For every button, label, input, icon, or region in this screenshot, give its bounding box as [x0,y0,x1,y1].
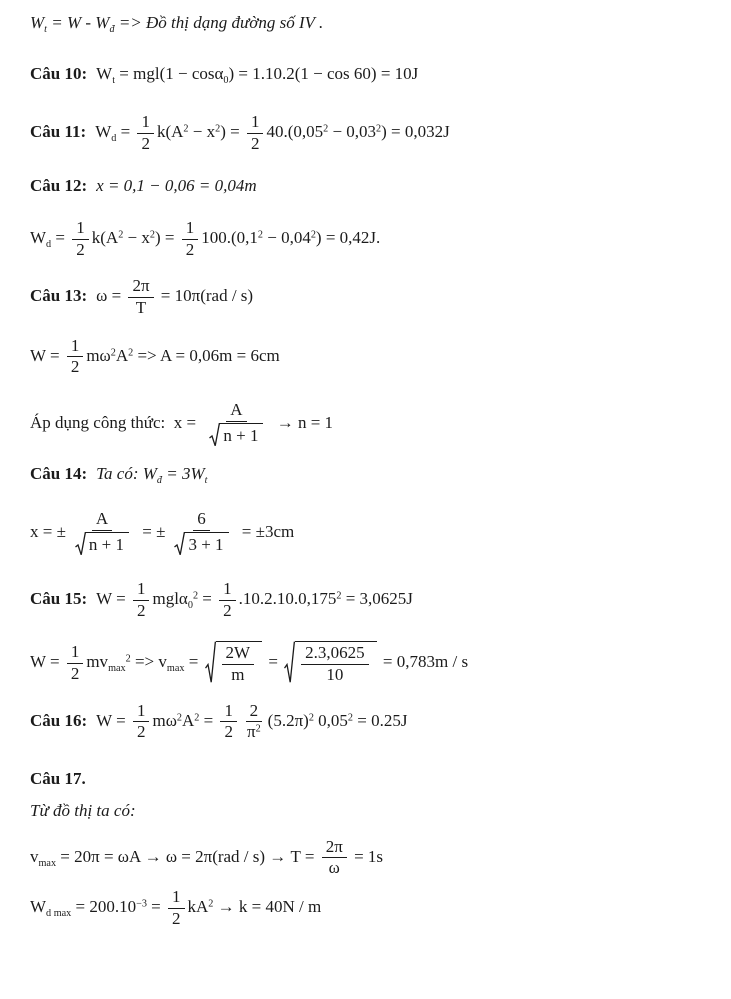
fraction [168,888,185,928]
cau-12 [30,175,703,196]
fraction [72,219,89,259]
subscript: max [108,662,126,674]
math-text: → n = 1 [272,412,334,432]
formula-content [96,176,257,195]
numerator [92,510,112,531]
math-text: A [115,345,129,365]
denominator [168,909,185,929]
cau-11 [30,113,703,153]
superscript: 2 [192,590,199,602]
math-text: => A = 0,06m = 6cm [133,345,280,365]
math-text: Áp dụng công thức: x = [30,412,201,432]
math-text: 2W [225,643,251,663]
math-text: W [95,122,112,142]
superscript: 2 [208,898,214,910]
fraction [133,702,150,742]
math-text: 2.3,0625 [305,643,365,663]
math-text: mω [152,710,177,730]
denominator [219,601,236,621]
subscript: max [166,662,185,674]
formula-content [30,887,322,928]
superscript: 2 [118,229,124,241]
math-text: 1 [185,217,195,237]
numerator [72,219,89,240]
math-text: 1 [223,579,232,598]
math-text: mglα [152,589,188,609]
square-root [209,423,263,447]
math-text: x = 0,1 − 0,06 = 0,04m [96,175,257,195]
math-text: 10 [326,665,344,685]
fraction [182,219,199,259]
fraction [67,643,84,683]
fraction [133,580,150,620]
superscript: 2 [125,653,131,665]
superscript: 2 [183,123,189,135]
math-text: 1 [224,700,233,720]
numerator [222,644,255,665]
ap-dung-cong-thuc [30,401,703,447]
superscript: −3 [136,898,147,910]
math-text: 2 [136,722,146,742]
math-text: k(A [91,227,119,247]
cau-17 [30,768,703,789]
subscript: d [46,238,52,250]
question-label: Câu 12: [30,175,88,195]
numerator [182,219,199,240]
numerator [128,277,153,298]
math-text: A [230,400,243,419]
math-text: = ±3cm [237,522,295,542]
math-text: .10.2.10.0,175 [238,589,337,609]
radicand [86,532,129,556]
math-text: => Đồ thị dạng đường số IV . [114,13,324,32]
superscript: 2 [176,712,182,724]
fraction [219,580,236,620]
numerator [226,401,246,422]
superscript: 2 [128,347,134,359]
math-text: − 0,03 [328,122,377,142]
math-text: ω [328,858,340,878]
cau-17-formula-1 [30,838,703,878]
fraction [67,337,84,377]
square-root [75,532,129,556]
math-text: W [30,227,47,247]
superscript: 2 [110,347,116,359]
math-text: 2 [249,700,259,720]
math-text: 2 [70,663,80,683]
math-text: = 20π = ωA → ω = 2π(rad / s) → T = [56,846,319,866]
cau-10 [30,63,703,88]
math-text: 2π [132,276,150,296]
numerator [219,580,236,601]
superscript: 2 [215,123,221,135]
math-text: 1 [136,579,146,598]
radicand [295,641,377,684]
math-text: W = [96,710,130,730]
math-text: ) = [154,227,179,247]
math-text: = [116,122,135,142]
superscript: 2 [347,712,353,724]
math-text: A [182,710,195,730]
superscript: 2 [257,229,263,241]
math-text: (5.2π) [267,710,309,730]
math-text: 1 [250,112,260,132]
math-text: − x [123,227,150,247]
math-text: W [96,63,113,83]
formula-content [30,801,136,820]
fraction [69,510,135,556]
cau-15-formula [30,641,703,684]
math-text: 2 [185,239,195,259]
subscript: 0 [187,599,193,611]
math-text: = [264,651,283,671]
superscript: 2 [194,712,200,724]
denominator [322,665,347,685]
math-text: = 1s [349,846,384,866]
formula-content [96,700,408,742]
denominator [72,240,89,260]
formula-content [96,63,419,86]
math-text: mv [86,651,109,671]
question-label: Câu 15: [30,589,88,609]
denominator [203,422,269,447]
superscript: 2 [310,229,316,241]
math-text: − x [188,122,216,142]
denominator [137,134,154,154]
cau-17-formula-2 [30,888,703,928]
denominator [168,531,234,556]
denominator [182,240,199,260]
formula-content [96,276,254,317]
denominator [133,722,150,742]
math-text: m [231,665,245,685]
math-text: ) = 0,032J [381,122,450,142]
denominator [133,601,150,621]
math-text: 2π [325,836,343,856]
math-text: = 200.10 [71,897,137,917]
radical-icon [209,423,220,447]
math-text: k(A [156,122,184,142]
math-text: W = [30,651,64,671]
math-text: kA [187,897,209,917]
denominator [132,298,150,318]
question-label: Câu 11: [30,122,87,142]
radical-icon [205,641,216,684]
math-text: − 0,04 [262,227,311,247]
math-text: 2 [141,133,150,153]
math-text: n + 1 [223,425,259,445]
subscript: max [38,857,57,869]
formula-content [95,112,450,153]
math-text: x = ± [30,522,66,542]
numerator [220,702,237,723]
numerator [137,113,154,134]
cau-15 [30,580,703,620]
subscript: d max [46,907,72,919]
formula-content [30,400,334,445]
math-text: 40.(0,05 [266,122,324,142]
math-text: W = [30,345,64,365]
numerator [133,702,150,723]
math-text: = 3W [162,463,205,483]
math-text: mω [86,345,111,365]
question-label: Câu 16: [30,710,88,730]
math-text: = [198,589,217,609]
math-text: 0,05 [313,710,348,730]
denominator [220,722,237,742]
numerator [322,838,347,859]
formula-content [30,13,324,35]
subscript: đ [156,474,163,486]
math-text: = 0,783m / s [378,651,469,671]
subscript: t [204,474,208,486]
superscript: 2 [336,590,342,602]
math-text: v [30,846,39,866]
math-text: = 0.25J [353,710,408,730]
question-label: Câu 17. [30,769,86,789]
math-text: 2 [70,357,80,377]
question-label: Câu 10: [30,63,88,83]
math-text: Ta có: W [96,463,157,483]
radicand [216,641,263,684]
math-text: π [246,722,256,742]
superscript: 2 [376,123,382,135]
fraction [220,702,237,742]
numerator [301,644,369,665]
superscript: 2 [308,712,314,724]
cau-13 [30,277,703,317]
numerator [67,337,84,358]
denominator [243,722,265,742]
question-label: Câu 13: [30,286,88,306]
denominator [227,665,248,685]
math-text: = [51,227,70,247]
numerator [67,643,84,664]
fraction [222,644,255,684]
radicand [185,532,228,556]
math-text: A [95,509,109,529]
fraction [247,113,264,153]
cau-13-formula [30,337,703,377]
math-text: 2 [76,239,85,259]
fraction [203,401,269,447]
math-text: = 3,0625J [341,589,413,609]
superscript: 2 [255,723,261,735]
square-root [205,641,263,684]
math-text: 1 [76,217,85,237]
math-text: => v [130,651,167,671]
radical-icon [284,641,295,684]
subscript: đ [109,23,115,35]
cau-16 [30,702,703,742]
math-text: ) = [220,122,244,142]
numerator [246,702,263,723]
math-text: 2 [250,133,260,153]
fraction [168,510,234,556]
fraction [243,702,265,742]
math-text: 2 [172,908,181,928]
math-text: n + 1 [88,535,125,555]
math-text: ) = 1.10.2(1 − cos 60) = 10J [228,63,419,83]
radicand [220,423,263,447]
subscript: t [112,74,116,86]
subscript: 0 [223,74,229,86]
question-label: Câu 14: [30,463,88,483]
math-text: 1 [172,887,181,906]
subscript: t [44,23,48,35]
math-text: = [146,897,166,917]
math-text: = [199,710,218,730]
cau-12-formula [30,219,703,259]
math-text: = [184,651,203,671]
cau-17-note [30,800,703,821]
formula-content [30,641,469,685]
cau-14 [30,463,703,488]
denominator [247,134,264,154]
cau-14-formula [30,510,703,556]
denominator [67,357,84,377]
denominator [67,664,84,684]
math-text: ) = 0,42J. [315,227,381,247]
formula-content [96,463,208,486]
denominator [69,531,135,556]
math-text: Từ đồ thị ta có: [30,801,136,821]
fraction [128,277,153,317]
numerator [168,888,185,909]
math-text: 2 [136,600,146,620]
numerator [247,113,264,134]
math-text: 1 [70,641,80,661]
fraction [301,644,369,684]
math-text: = mgl(1 − cosα [115,63,224,83]
math-text: 1 [136,700,146,720]
numerator [133,580,150,601]
formula-content [30,335,280,377]
math-text: = ± [138,522,166,542]
math-text: 3 + 1 [188,535,224,555]
math-text: W [30,13,45,32]
fraction [137,113,154,153]
formula-content [30,217,381,259]
superscript: 2 [323,123,329,135]
radical-icon [75,532,86,556]
math-text: W [30,897,47,917]
math-text: 1 [141,112,150,132]
square-root [174,532,228,556]
superscript: 2 [149,229,155,241]
radical-icon [174,532,185,556]
math-text: ω = [96,286,126,306]
fraction [322,838,347,878]
subscript: d [111,133,117,145]
math-text: W = [96,589,130,609]
math-text: → k = 40N / m [213,897,322,917]
square-root [284,641,377,684]
formula-content [96,579,413,620]
math-text: 2 [224,722,233,742]
intro-conclusion [30,12,703,37]
math-text: 6 [197,509,206,529]
math-text: = W - W [47,13,110,32]
math-text: 2 [223,600,232,620]
denominator [325,858,344,878]
formula-content [30,509,295,555]
math-text: T [135,297,147,317]
numerator [193,510,210,531]
math-text: 100.(0,1 [201,227,258,247]
math-text: = 10π(rad / s) [156,286,254,306]
math-text: 1 [70,335,80,355]
